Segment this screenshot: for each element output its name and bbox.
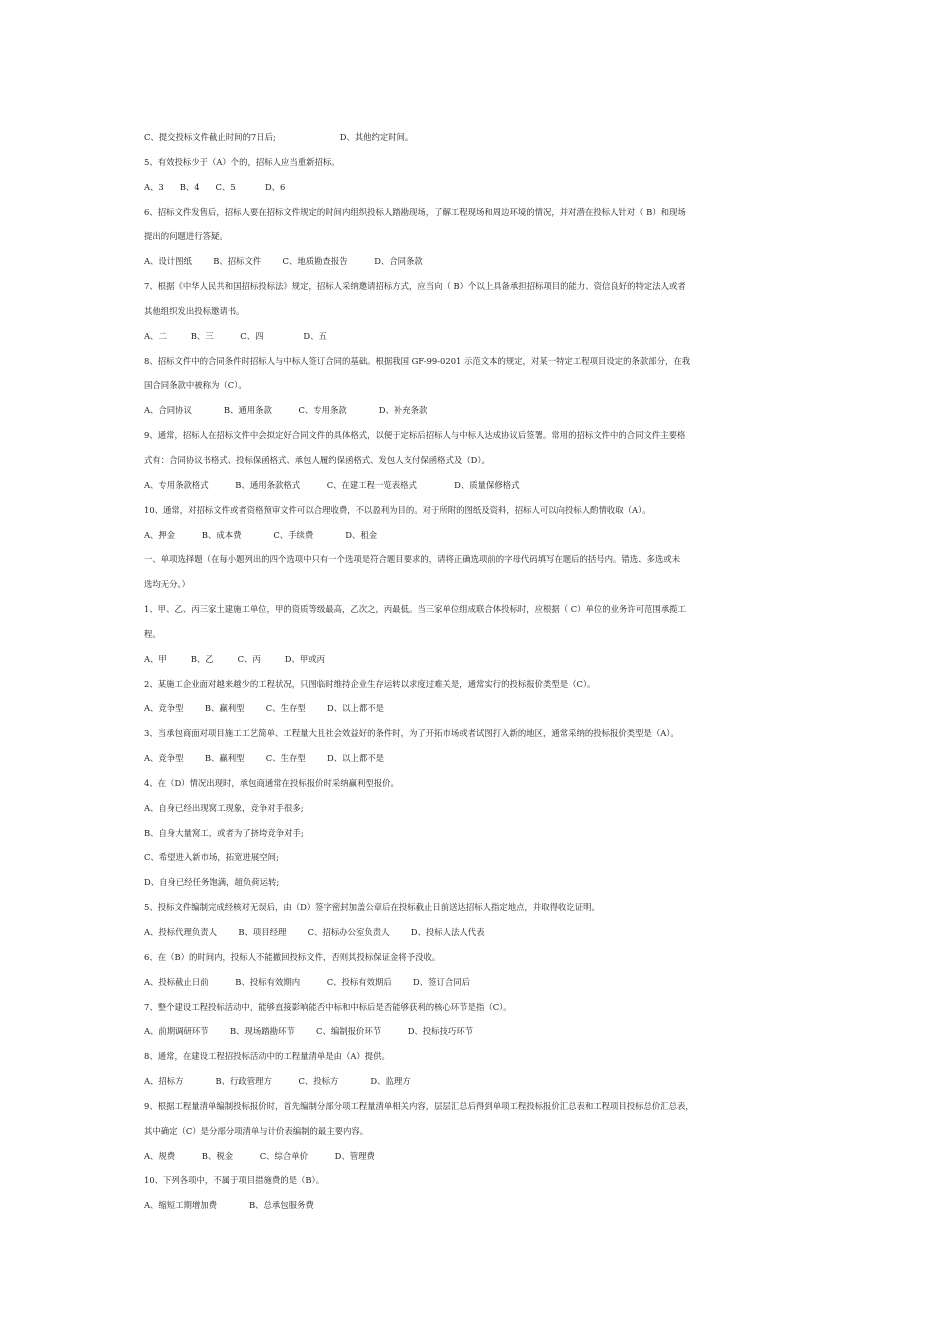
text-line: A、前期调研环节 B、现场踏勘环节 C、编制报价环节 D、投标技巧环节	[144, 1026, 474, 1037]
text-line: A、押金 B、成本费 C、手续费 D、租金	[144, 529, 378, 540]
text-line: 10、通常，对招标文件或者资格预审文件可以合理收费，不以盈利为目的。对于所附的图纸及资料，招标人可以向投标人酌情收取（A）。	[144, 504, 651, 515]
text-line: 其中确定（C）是分部分项清单与计价表编制的最主要内容。	[144, 1125, 369, 1136]
text-line: 提出的问题进行答疑。	[144, 231, 228, 242]
text-line: 6、在（B）的时间内，投标人不能撤回投标文件，否则其投标保证金将予没收。	[144, 951, 441, 962]
text-line: A、缩短工期增加费 B、总承包服务费	[144, 1200, 314, 1211]
text-line: A、规费 B、税金 C、综合单价 D、管理费	[144, 1150, 375, 1161]
text-line: 其他组织发出投标邀请书。	[144, 305, 245, 316]
text-line: 5、有效投标少于（A）个的，招标人应当重新招标。	[144, 156, 340, 167]
text-line: A、竞争型 B、赢利型 C、生存型 D、以上都不是	[144, 703, 384, 714]
text-line: 1、甲、乙、丙三家土建施工单位，甲的资质等级最高，乙次之，丙最低。当三家单位组成联合体投标时，应根据（ C）单位的业务许可范围承揽工	[144, 604, 687, 615]
text-line: A、招标方 B、行政管理方 C、投标方 D、监理方	[144, 1076, 411, 1087]
text-line: 国合同条款中被称为（C）。	[144, 380, 247, 391]
text-line: A、专用条款格式 B、通用条款格式 C、在建工程一览表格式 D、质量保修格式	[144, 479, 520, 490]
text-line: 10、下列各项中，不属于项目措施费的是（B）。	[144, 1175, 325, 1186]
text-line: 选均无分。）	[144, 579, 191, 590]
text-line: A、3 B、4 C、5 D、6	[144, 181, 286, 192]
text-line: A、甲 B、乙 C、丙 D、甲或丙	[144, 653, 325, 664]
text-line: C、提交投标文件截止时间的7日后; D、其他约定时间。	[144, 132, 414, 142]
text-line: 2、某施工企业面对越来越少的工程状况，只图临时维持企业生存运转以求度过难关是，通常实行的投标报价类型是（C）。	[144, 678, 596, 689]
text-line: D、自身已经任务饱满，超负荷运转;	[144, 877, 280, 888]
text-line: 8、通常，在建设工程招投标活动中的工程量清单是由（A）提供。	[144, 1051, 390, 1062]
text-line: 一、单项选择题（在每小题列出的四个选项中只有一个选项是符合题目要求的，请将正确选项前的字母代码填写在题后的括号内。错选、多选或未	[144, 554, 680, 565]
text-line: A、投标截止日前 B、投标有效期内 C、投标有效期后 D、签订合同后	[144, 976, 470, 987]
text-line: 式有：合同协议书格式、投标保函格式、承包人履约保函格式、发包人支付保函格式及（D）。	[144, 454, 490, 465]
text-line: 7、整个建设工程投标活动中，能够直接影响能否中标和中标后是否能够获利的核心环节是指（C）。	[144, 1001, 512, 1012]
text-line: 4、在（D）情况出现时，承包商通常在投标报价时采纳赢利型报价。	[144, 777, 399, 788]
text-line: A、设计图纸 B、招标文件 C、地质勘查报告 D、合同条款	[144, 256, 423, 267]
text-line: 程。	[144, 628, 161, 639]
text-line: B、自身大量窝工，或者为了挤垮竞争对手;	[144, 827, 304, 838]
document-body	[144, 125, 824, 1218]
text-line: A、二 B、三 C、四 D、五	[144, 330, 327, 341]
text-line: 9、通常，招标人在招标文件中会拟定好合同文件的具体格式，以便于定标后招标人与中标人达成协议后签署。常用的招标文件中的合同文件主要格	[144, 430, 686, 441]
text-line: A、合同协议 B、通用条款 C、专用条款 D、补充条款	[144, 405, 428, 416]
text-line: 6、招标文件发售后，招标人要在招标文件规定的时间内组织投标人踏勘现场，了解工程现场和周边环境的情况，并对潜在投标人针对（ B）和现场	[144, 206, 686, 217]
text-line: 8、招标文件中的合同条件时招标人与中标人签订合同的基础。根据我国 GF-99-0201 示范文本的规定，对某一特定工程项目设定的条款部分，在我	[144, 355, 691, 366]
text-line: 7、根据《中华人民共和国招标投标法》规定，招标人采纳邀请招标方式，应当向（ B）个以上具备承担招标项目的能力、资信良好的特定法人或者	[144, 281, 686, 292]
text-line: A、竞争型 B、赢利型 C、生存型 D、以上都不是	[144, 753, 384, 764]
text-line: 9、根据工程量清单编制投标报价时，首先编制分部分项工程量清单相关内容，层层汇总后得到单项工程投标报价汇总表和工程项目投标总价汇总表，	[144, 1100, 694, 1111]
text-line: A、自身已经出现窝工现象，竞争对手很多;	[144, 802, 304, 813]
text-line: 5、投标文件编制完成经核对无误后，由（D）签字密封加盖公章后在投标截止日前送达招标人指定地点，并取得收讫证明。	[144, 902, 600, 913]
text-line: A、投标代理负责人 B、项目经理 C、招标办公室负责人 D、投标人法人代表	[144, 927, 485, 937]
text-line: C、希望进入新市场，拓宽进展空间;	[144, 852, 279, 863]
text-line: 3、当承包商面对项目施工工艺简单、工程量大且社会效益好的条件时，为了开拓市场或者试图打入新的地区，通常采纳的投标报价类型是（A）。	[144, 728, 679, 739]
